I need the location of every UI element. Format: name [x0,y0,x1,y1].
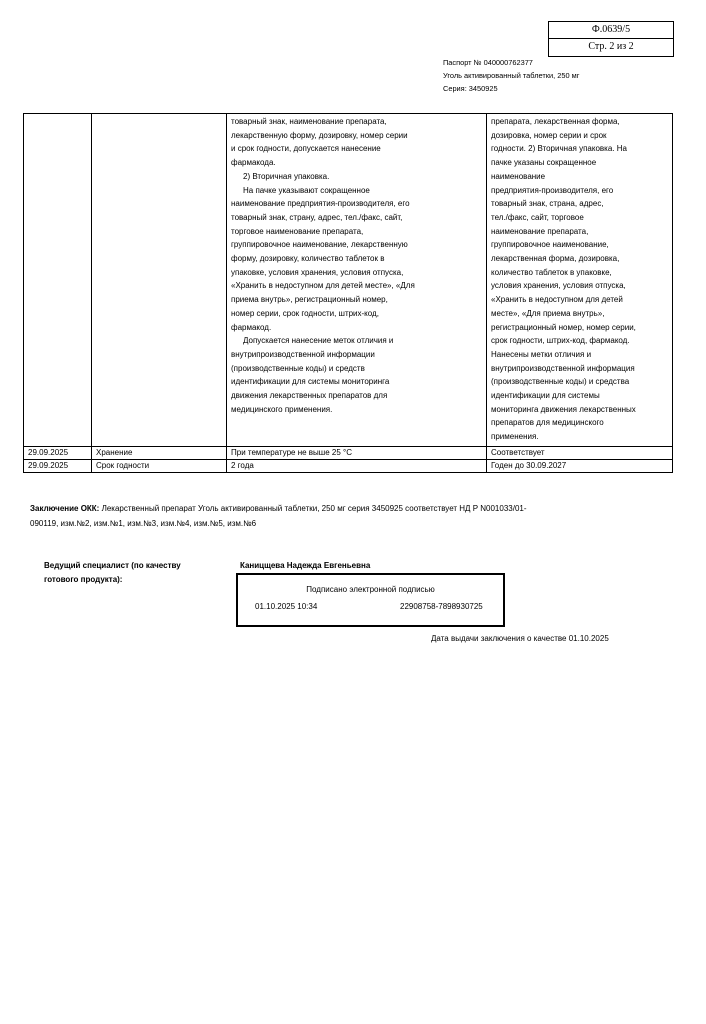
result-line: группировочное наименование, [491,240,609,250]
requirement-line: и срок годности, допускается нанесение [231,144,381,154]
requirement-line: движения лекарственных препаратов для [231,391,388,401]
indicator-cell-empty [92,114,227,447]
result-line: мониторинга движения лекарственных [491,404,636,414]
form-code-box [548,21,674,57]
result-cell [487,114,673,447]
result-line: наименование препарата, [491,226,589,236]
signature-title: Подписано электронной подписью [306,585,435,594]
date-cell: 29.09.2025 [24,446,92,459]
requirement-line: товарный знак, страну, адрес, тел./факс, сайт, [231,212,403,222]
series-number: Серия: 3450925 [443,84,498,93]
requirement-line: форму, дозировку, количество таблеток в [231,254,385,264]
signature-datetime: 01.10.2025 10:34 [255,602,318,611]
requirement-line: наименование предприятия-производителя, его [231,199,410,209]
result-line: дозировка, номер серии и срок [491,130,607,140]
result-line: тел./факс, сайт, торговое [491,212,584,222]
specialist-name: Каницщева Надежда Евгеньевна [240,561,371,570]
document-header [443,56,683,95]
result-line: лекарственная форма, дозировка, [491,254,620,264]
passport-number: Паспорт № 040000762377 [443,58,533,67]
requirement-line: группировочное наименование, лекарственную [231,240,408,250]
form-code: Ф.0639/5 [591,24,631,35]
requirement-line: 2) Вторичная упаковка. [243,171,330,181]
quality-table [23,113,673,473]
requirement-line: Допускается нанесение меток отличия и [243,336,394,346]
result-line: внутрипроизводственной информация [491,363,635,373]
result-line: Нанесены метки отличия и [491,349,592,359]
issue-date: Дата выдачи заключения о качестве 01.10.2025 [431,634,609,643]
conclusion-text: Лекарственный препарат Уголь активированный таблетки, 250 мг серия 3450925 соответствует НД Р N001033/01-090119, изм.№2, изм.№1, изм.№3, изм.№4, изм.№5, изм.№6 [30,504,527,528]
requirement-line: «Хранить в недоступном для детей месте», «Для [231,281,415,291]
result-cell: Годен до 30.09.2027 [487,459,673,472]
product-name: Уголь активированный таблетки, 250 мг [443,71,580,80]
requirement-line: упаковке, условия хранения, условия отпуска, [231,267,404,277]
requirement-line: идентификации для системы мониторинга [231,377,390,387]
result-line: предприятия-производителя, его [491,185,614,195]
table-row-packaging [24,114,673,447]
result-line: регистрационный номер, номер серии, [491,322,636,332]
result-line: применения. [491,432,539,442]
table-row [24,459,673,472]
requirement-line: лекарственную форму, дозировку, номер серии [231,130,408,140]
result-line: количество таблеток в упаковке, [491,267,612,277]
result-line: месте», «Для приема внутрь», [491,308,605,318]
date-cell: 29.09.2025 [24,459,92,472]
indicator-cell: Срок годности [92,459,227,472]
indicator-cell: Хранение [92,446,227,459]
requirement-line: приема внутрь», регистрационный номер, [231,295,388,305]
date-cell-empty [24,114,92,447]
result-line: годности. 2) Вторичная упаковка. На [491,144,627,154]
requirement-line: фармакод. [231,322,272,332]
requirement-cell: 2 года [227,459,487,472]
requirement-line: медицинского применения. [231,404,333,414]
page-number: Стр. 2 из 2 [549,38,673,55]
result-line: срок годности, штрих-код, фармакод. [491,336,630,346]
result-line: наименование [491,171,546,181]
result-line: пачке указаны сокращенное [491,158,597,168]
result-line: «Хранить в недоступном для детей [491,295,623,305]
electronic-signature-stamp [236,573,505,627]
result-line: условия хранения, условия отпуска, [491,281,626,291]
specialist-label: Ведущий специалист (по качеству готового продукта): [44,561,181,584]
signature-number: 22908758-7898930725 [400,602,483,611]
result-line: (производственные коды) и средства [491,377,630,387]
requirement-line: (производственные коды) и средств [231,363,365,373]
table-row [24,446,673,459]
requirement-line: торговое наименование препарата, [231,226,364,236]
result-line: идентификации для системы [491,391,600,401]
result-cell: Соответствует [487,446,673,459]
result-line: препаратов для медицинского [491,418,604,428]
result-line: товарный знак, страна, адрес, [491,199,604,209]
conclusion-label: Заключение ОКК: [30,504,100,513]
result-line: препарата, лекарственная форма, [491,117,620,126]
requirement-cell: При температуре не выше 25 °С [227,446,487,459]
requirement-cell [227,114,487,447]
requirement-line: фармакода. [231,158,276,168]
requirement-line: внутрипроизводственной информации [231,349,375,359]
okk-conclusion [30,501,550,531]
requirement-line: товарный знак, наименование препарата, [231,117,387,126]
requirement-line: На пачке указывают сокращенное [243,185,370,195]
requirement-line: номер серии, срок годности, штрих-код, [231,308,379,318]
